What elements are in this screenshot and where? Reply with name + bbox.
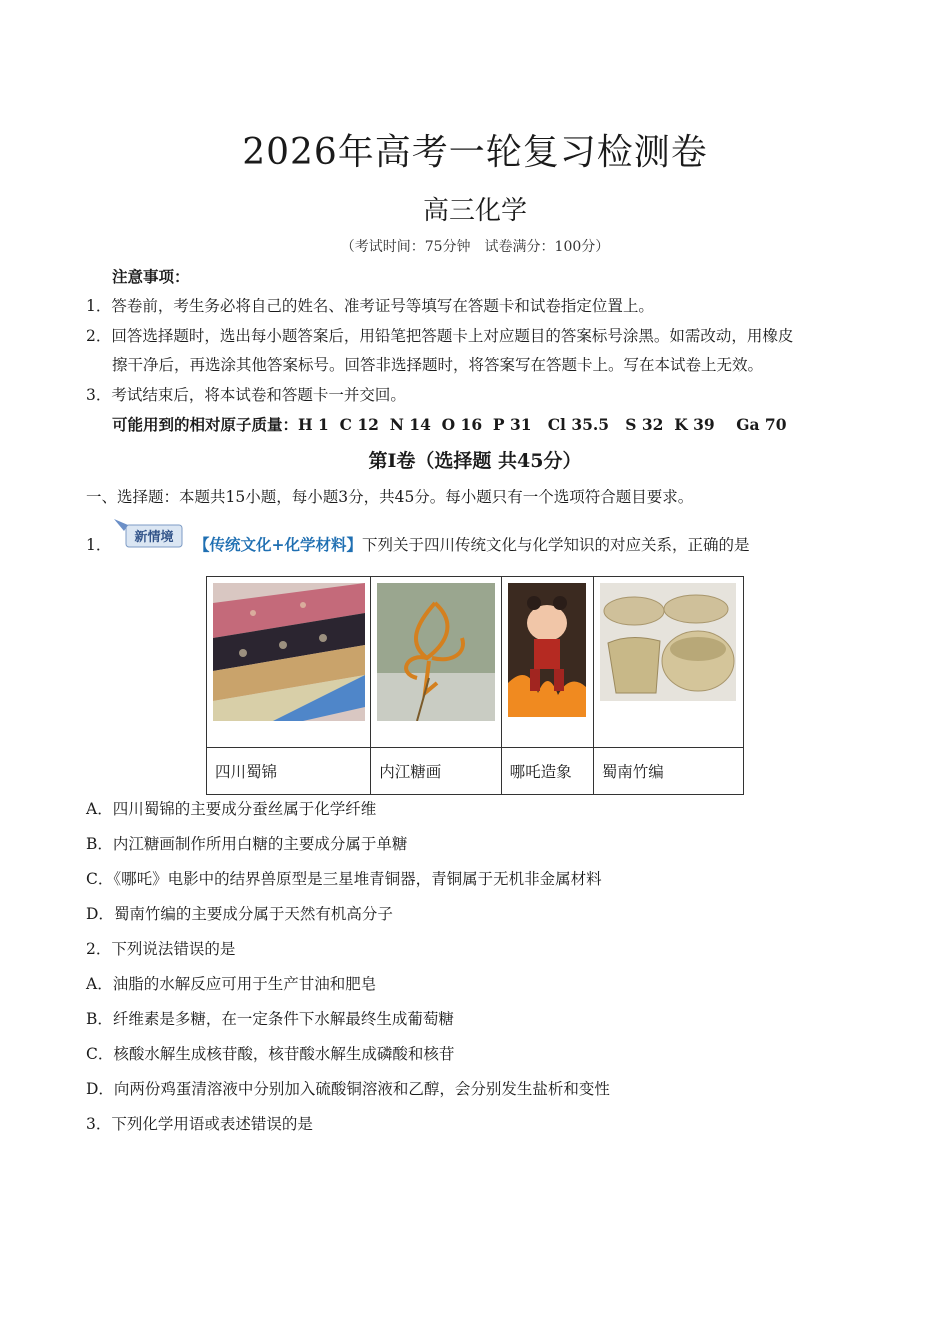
- section-title: 第Ⅰ卷（选择题 共45分）: [368, 450, 582, 472]
- bamboo-weaving-image: [600, 583, 736, 701]
- notice-item-text: 答卷前，考生务必将自己的姓名、准考证号等填写在答题卡和试卷指定位置上。: [111, 297, 654, 315]
- notice-item-2-continued: 擦干净后，再选涂其他答案标号。回答非选择题时，将答案写在答题卡上。写在本试卷上无效。: [112, 356, 764, 374]
- notice-item-number: 3．: [86, 386, 112, 404]
- question-2-stem: [86, 938, 235, 960]
- sugar-painting-image: [377, 583, 495, 721]
- question-stem-text: 下列化学用语或表述错误的是: [111, 1115, 313, 1133]
- question-1-number: 1．: [86, 536, 112, 554]
- notice-item-3: [86, 384, 406, 406]
- exam-info: （考试时间：75分钟 试卷满分：100分）: [340, 239, 610, 255]
- shu-brocade-image: [213, 583, 365, 721]
- question-number: 2．: [86, 940, 112, 958]
- notice-heading: 注意事项：: [112, 267, 190, 286]
- question-2-option-d: D．向两份鸡蛋清溶液中分别加入硫酸铜溶液和乙醇，会分别发生盐析和变性: [86, 1080, 610, 1098]
- notice-item-number: 2．: [86, 327, 112, 345]
- new-context-badge: [112, 517, 184, 549]
- atomic-masses: 可能用到的相对原子质量：H 1 C 12 N 14 O 16 P 31 Cl 35.5 S 32 K 39 Ga 70: [112, 415, 787, 434]
- notice-item-number: 1．: [86, 297, 112, 315]
- question-tag: 【传统文化+化学材料】: [194, 535, 362, 554]
- question-number: 3．: [86, 1115, 112, 1133]
- image-cell: [207, 577, 371, 748]
- notice-item-2: [86, 325, 793, 347]
- question-2-option-c: C．核酸水解生成核苷酸，核苷酸水解生成磷酸和核苷: [86, 1045, 455, 1063]
- section-instruction: 一、选择题：本题共15小题，每小题3分，共45分。每小题只有一个选项符合题目要求。: [86, 488, 694, 506]
- table-label-cell: 哪吒造象: [501, 748, 593, 795]
- question-stem-text: 下列说法错误的是: [111, 940, 236, 958]
- table-label-cell: 四川蜀锦: [207, 748, 371, 795]
- subject-title: 高三化学: [422, 196, 527, 226]
- image-cell: [501, 577, 593, 748]
- question-3-stem: [86, 1113, 313, 1135]
- question-1-stem: [194, 534, 750, 556]
- question-1-option-b: B．内江糖画制作所用白糖的主要成分属于单糖: [86, 835, 408, 853]
- image-cell: [593, 577, 743, 748]
- notice-item-1: [86, 295, 654, 317]
- question-1-option-c: C．《哪吒》电影中的结界兽原型是三星堆青铜器，青铜属于无机非金属材料: [86, 870, 602, 888]
- nezha-figure-image: [508, 583, 586, 717]
- question-stem-text: 下列关于四川传统文化与化学知识的对应关系，正确的是: [362, 536, 750, 554]
- notice-item-text: 考试结束后，将本试卷和答题卡一并交回。: [111, 386, 406, 404]
- svg-text:新情境: 新情境: [134, 530, 174, 545]
- culture-image-table: [206, 576, 744, 795]
- question-2-option-b: B．纤维素是多糖，在一定条件下水解最终生成葡萄糖: [86, 1010, 454, 1028]
- question-1-option-a: A．四川蜀锦的主要成分蚕丝属于化学纤维: [86, 800, 377, 818]
- exam-title: 2026年高考一轮复习检测卷: [242, 132, 708, 173]
- table-label-cell: 蜀南竹编: [593, 748, 743, 795]
- question-1-option-d: D．蜀南竹编的主要成分属于天然有机高分子: [86, 905, 393, 923]
- image-cell: [371, 577, 501, 748]
- question-2-option-a: A．油脂的水解反应可用于生产甘油和肥皂: [86, 975, 377, 993]
- table-label-cell: 内江糖画: [371, 748, 501, 795]
- notice-item-text: 回答选择题时，选出每小题答案后，用铅笔把答题卡上对应题目的答案标号涂黑。如需改动，用橡皮: [111, 327, 794, 345]
